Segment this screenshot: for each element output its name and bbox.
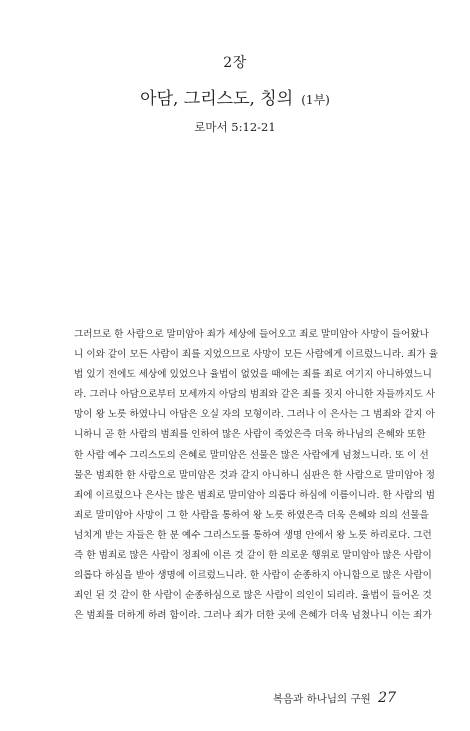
chapter-title [0,84,470,109]
passage-line: 법 있기 전에도 세상에 있었으나 율법이 없었을 때에는 죄를 죄로 여기지 아니하였느니 [74,369,432,381]
passage-line: 넘치게 받는 자들은 한 분 예수 그리스도를 통하여 생명 안에서 왕 노릇 하리로다. 그런 [74,529,432,541]
passage-line: 망이 왕 노릇 하였나니 아담은 오실 자의 모형이라. 그러나 이 은사는 그 범죄와 같지 아 [74,409,435,421]
passage-line: 죄로 말미암아 사망이 그 한 사람을 통하여 왕 노릇 하였은즉 더욱 은혜와 의의 선물을 [74,509,429,521]
passage-line: 라. 그러나 아담으로부터 모세까지 아담의 범죄와 같은 죄를 짓지 아니한 자들까지도 사 [74,389,435,401]
passage-line: 죄인 된 것 같이 한 사람이 순종하심으로 많은 사람이 의인이 되리라. 율법이 들어온 것 [74,590,432,602]
passage-line: 즉 한 범죄로 많은 사람이 정죄에 이른 것 같이 한 의로운 행위로 말미암아 많은 사람이 [74,550,432,562]
page-number: 27 [378,690,396,706]
scripture-passage [74,325,439,626]
passage-line: 물은 범죄한 한 사람으로 말미암은 것과 같지 아니하니 심판은 한 사람으로 말미암아 정 [74,469,435,481]
passage-line: 죄에 이르렀으나 은사는 많은 범죄로 말미암아 의롭다 하심에 이름이니라. 한 사람의 범 [74,489,435,501]
chapter-label: 2장 [223,55,247,71]
page-footer [273,690,396,706]
passage-line: 니하니 곧 한 사람의 범죄를 인하여 많은 사람이 죽었은즉 더욱 하나님의 은혜와 또한 [74,429,426,441]
chapter-title-part: (1부) [301,93,330,107]
passage-line: 한 사람 예수 그리스도의 은혜로 말미암은 선물은 많은 사람에게 넘쳤느니라. 또 이 선 [74,449,429,461]
passage-line: 의롭다 하심을 받아 생명에 이르렀느니라. 한 사람이 순종하지 아니함으로 많은 사람이 [74,570,432,582]
scripture-reference: 로마서 5:12-21 [194,120,276,134]
passage-line: 니 이와 같이 모든 사람이 죄를 지었으므로 사망이 모든 사람에게 이르렀느니라. 죄가 율 [74,349,439,361]
passage-line: 그러므로 한 사람으로 말미암아 죄가 세상에 들어오고 죄로 말미암아 사망이 들어왔나 [74,329,429,340]
running-title: 복음과 하나님의 구원 [272,693,371,705]
chapter-title-main: 아담, 그리스도, 칭의 [140,89,294,109]
passage-line: 은 범죄를 더하게 하려 함이라. 그러나 죄가 더한 곳에 은혜가 더욱 넘쳤나니 이는 죄가 [74,610,432,622]
